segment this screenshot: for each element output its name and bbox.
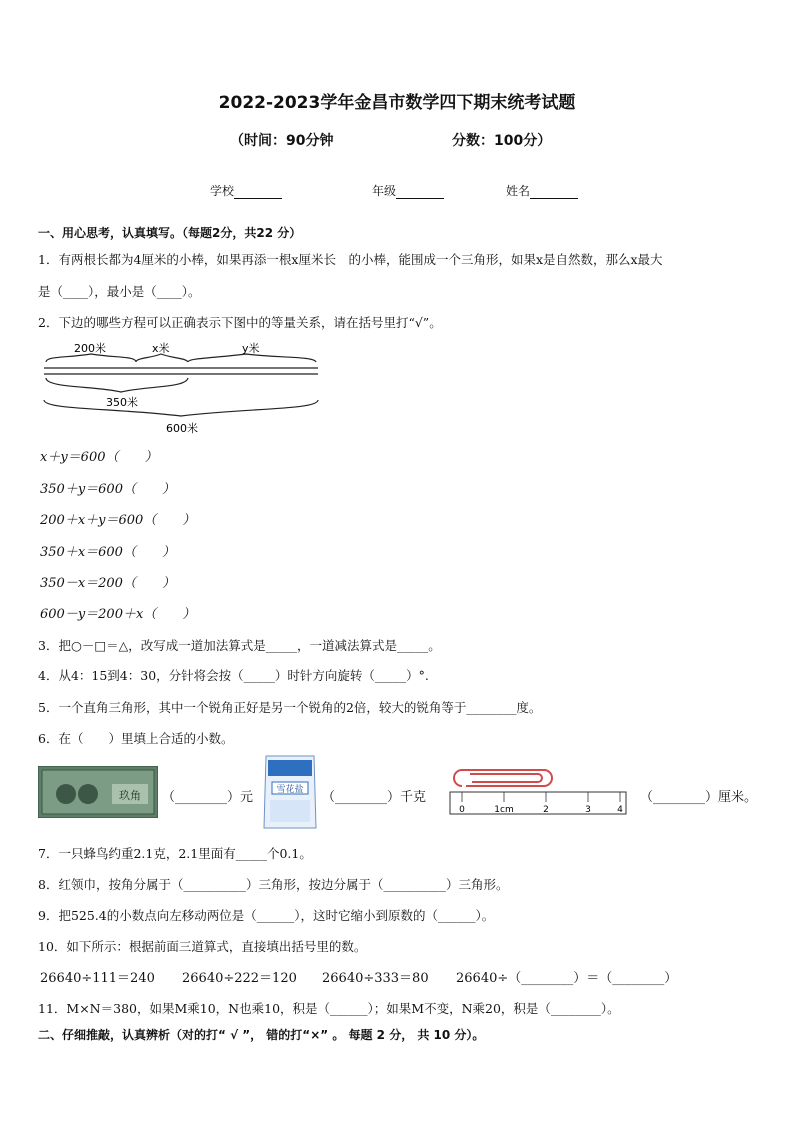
label-y-m: y米 xyxy=(242,342,260,355)
school-label: 学校 xyxy=(210,184,235,198)
calc-4: 26640÷（________）＝（________） xyxy=(456,971,678,986)
calc-1: 26640÷111＝240 xyxy=(40,971,155,986)
question-8: 8．红领巾，按角分属于（__________）三角形，按边分属于（__________）三角形。 xyxy=(38,877,509,892)
section-1-heading: 一、用心思考，认真填写。（每题2分，共22 分） xyxy=(38,226,302,240)
ruler-tick-3: 3 xyxy=(585,805,591,815)
answer-blank-yuan: （________）元 xyxy=(162,790,254,805)
ruler-tick-1: 1cm xyxy=(494,805,514,815)
salt-bag-image xyxy=(262,752,318,832)
equation-6: 600－y＝200＋x（ ） xyxy=(40,607,196,622)
equation-1: x＋y＝600（ ） xyxy=(40,450,158,465)
exam-score: 分数：100分） xyxy=(452,133,552,149)
label-350m: 350米 xyxy=(106,396,138,409)
answer-blank-cm: （________）厘米。 xyxy=(640,790,758,805)
ruler-tick-4: 4 xyxy=(617,805,623,815)
paperclip-ruler-image xyxy=(448,766,634,822)
question-2: 2．下边的哪些方程可以正确表示下图中的等量关系，请在括号里打“√”。 xyxy=(38,315,442,330)
ruler-tick-2: 2 xyxy=(543,805,549,815)
segment-diagram xyxy=(36,340,326,440)
grade-label: 年级 xyxy=(372,184,397,198)
banknote-text: 玖角 xyxy=(119,789,141,802)
school-blank xyxy=(234,186,282,199)
question-5: 5．一个直角三角形，其中一个锐角正好是另一个锐角的2倍，较大的锐角等于________度。 xyxy=(38,700,542,715)
calc-3: 26640÷333＝80 xyxy=(322,971,429,986)
equation-5: 350－x＝200（ ） xyxy=(40,576,175,591)
grade-field xyxy=(372,182,444,199)
ruler-tick-0: 0 xyxy=(459,805,465,815)
name-blank xyxy=(530,186,578,199)
name-label: 姓名 xyxy=(506,184,531,198)
section-2-heading: 二、仔细推敲，认真辨析（对的打“ √ ”， 错的打“×” 。 每题 2 分， 共 10 分）。 xyxy=(38,1028,485,1042)
question-9: 9．把525.4的小数点向左移动两位是（______），这时它缩小到原数的（______）。 xyxy=(38,908,495,923)
label-x-m: x米 xyxy=(152,342,170,355)
calc-2: 26640÷222＝120 xyxy=(182,971,297,986)
grade-blank xyxy=(396,186,444,199)
name-field xyxy=(506,182,578,199)
label-200m: 200米 xyxy=(74,342,106,355)
exam-title: 2022-2023学年金昌市数学四下期末统考试题 xyxy=(218,93,576,113)
equation-3: 200＋x＋y＝600（ ） xyxy=(40,513,196,528)
question-1-line-2: 是（____），最小是（____）。 xyxy=(38,284,201,299)
question-7: 7．一只蜂鸟约重2.1克，2.1里面有_____个0.1。 xyxy=(38,846,312,861)
school-field xyxy=(210,182,282,199)
banknote-image xyxy=(38,766,158,818)
exam-time: （时间：90分钟 xyxy=(230,133,334,149)
answer-blank-kg: （________）千克 xyxy=(322,790,427,805)
salt-bag-text: 雪花盐 xyxy=(276,785,304,795)
label-600m: 600米 xyxy=(166,422,198,435)
question-10: 10．如下所示：根据前面三道算式，直接填出括号里的数。 xyxy=(38,939,367,954)
question-1-line-1: 1．有两根长都为4厘米的小棒，如果再添一根x厘米长 的小棒，能围成一个三角形，如果x是自然数，那么x最大 xyxy=(38,252,663,267)
question-6: 6．在（ ）里填上合适的小数。 xyxy=(38,731,234,746)
question-4: 4．从4：15到4：30，分针将会按（_____）时针方向旋转（_____）°. xyxy=(38,668,429,683)
question-11: 11．M×N＝380，如果M乘10，N也乘10，积是（______）；如果M不变，N乘20，积是（________）。 xyxy=(38,1001,620,1016)
question-3: 3．把○－□＝△，改写成一道加法算式是_____，一道减法算式是_____。 xyxy=(38,638,441,653)
equation-2: 350＋y＝600（ ） xyxy=(40,482,175,497)
equation-4: 350＋x＝600（ ） xyxy=(40,545,175,560)
